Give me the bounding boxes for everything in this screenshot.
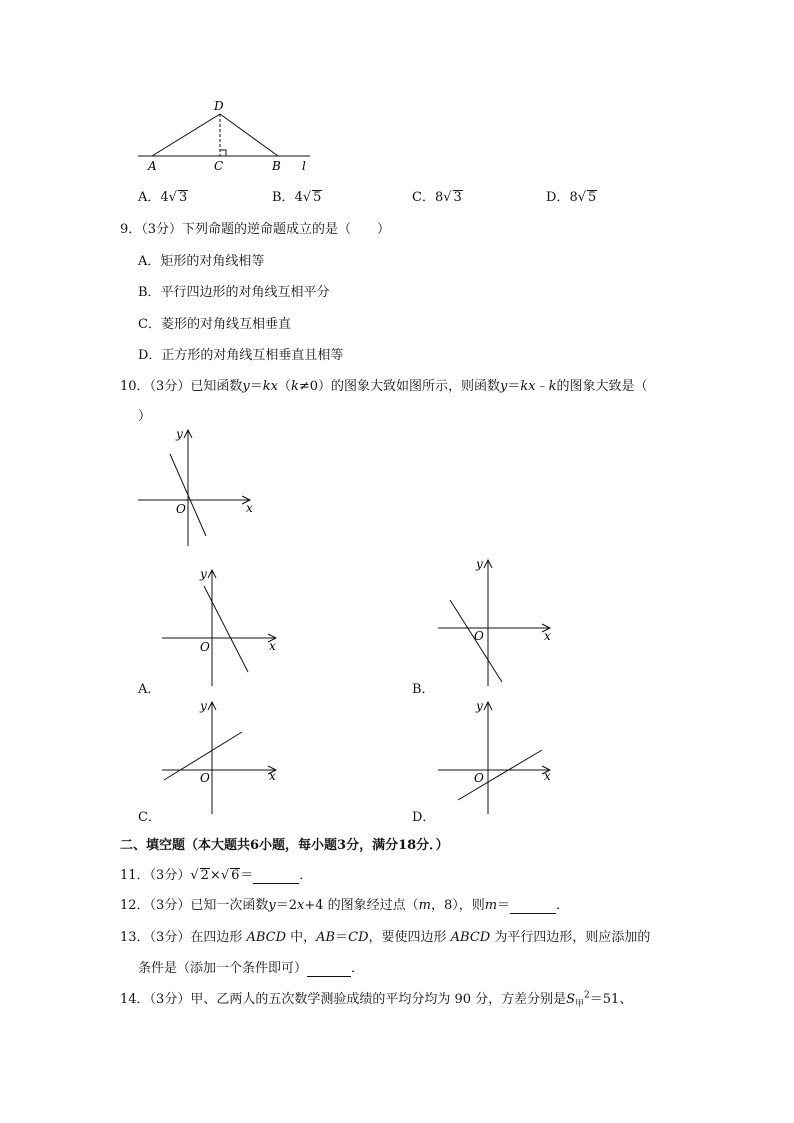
sqrt-sign: √	[302, 190, 312, 205]
graph-line	[458, 750, 542, 800]
q10-option-d-graph	[432, 696, 562, 816]
q10-stem: 10．（3分）已知函数y＝kx（k≠0）的图象大致如图所示，则函数y＝kx﹣k的图象大致是（	[120, 379, 648, 394]
q9-option-d: D．正方形的对角线互相垂直且相等	[138, 348, 344, 363]
x-axis-label: x	[269, 639, 276, 653]
q9-stem: 9．（3分）下列命题的逆命题成立的是（ ）	[120, 222, 391, 237]
triangle-figure	[130, 96, 340, 178]
x-axis-label: x	[246, 501, 253, 515]
origin-label: O	[200, 640, 210, 654]
point-a-label: A	[148, 159, 157, 173]
y-axis-label: y	[200, 699, 207, 713]
right-angle-mark	[220, 150, 226, 156]
origin-label: O	[200, 771, 210, 785]
x-axis-label: x	[269, 769, 276, 783]
q13-line2: 条件是（添加一个条件即可） ．	[138, 961, 365, 976]
q12: 12．（3分）已知一次函数y＝2x+4 的图象经过点（m，8），则m＝ ．	[120, 898, 570, 913]
origin-label: O	[474, 771, 484, 785]
segment-db	[220, 114, 278, 156]
origin-label: O	[176, 502, 186, 516]
y-axis-label: y	[200, 567, 207, 581]
sqrt-sign: √	[220, 868, 230, 883]
point-c-label: C	[214, 159, 224, 173]
sqrt-sign: √	[168, 190, 177, 205]
q8-option-a: A．4√ 3	[138, 190, 188, 205]
answer-blank[interactable]	[510, 898, 556, 914]
line-l-label: l	[302, 159, 306, 173]
x-axis-label: x	[544, 769, 551, 783]
q10-option-c-label: C．	[138, 810, 161, 825]
q9-option-b: B．平行四边形的对角线互相平分	[138, 285, 330, 300]
answer-blank[interactable]	[253, 868, 299, 884]
graph-line	[204, 586, 248, 672]
y-axis-label: y	[476, 557, 483, 571]
q10-option-b-label: B．	[412, 682, 435, 697]
origin-label: O	[474, 629, 484, 643]
x-axis-label: x	[544, 629, 551, 643]
q10-option-a-graph	[156, 564, 286, 690]
sqrt-sign: √	[190, 868, 199, 883]
q9-option-a: A．矩形的对角线相等	[138, 254, 265, 269]
q8-option-c: C．8√ 3	[412, 190, 462, 205]
q8-option-d: D．8√ 5	[546, 190, 597, 205]
q10-stem-line2: ）	[138, 409, 152, 424]
sqrt-sign: √	[443, 190, 452, 205]
point-b-label: B	[272, 159, 281, 173]
y-axis-label: y	[476, 699, 483, 713]
q14: 14．（3分）甲、乙两人的五次数学测验成绩的平均分均为 90 分，方差分别是$S_甲^2=51$、	[120, 990, 633, 1010]
sqrt-sign: √	[577, 190, 587, 205]
y-axis-label: y	[176, 427, 183, 441]
segment-da	[152, 114, 220, 156]
q10-option-d-label: D．	[412, 810, 436, 825]
q10-option-a-label: A．	[138, 682, 161, 697]
q8-option-b: B．4√ 5	[272, 190, 322, 205]
q13-line1: 13．（3分）在四边形 ABCD 中，AB＝CD，要使四边形 ABCD 为平行四边形，则应添加的	[120, 930, 651, 945]
q10-reference-graph	[130, 424, 270, 550]
q11: 11．（3分）√ 2×√ 6＝ ．	[120, 868, 313, 883]
answer-blank[interactable]	[307, 961, 351, 977]
point-d-label: D	[214, 99, 224, 113]
q10-option-c-graph	[156, 696, 286, 816]
q10-option-b-graph	[432, 554, 562, 688]
section-title: 二、填空题（本大题共6小题，每小题3分，满分18分．）	[120, 838, 449, 853]
q9-option-c: C．菱形的对角线互相垂直	[138, 317, 291, 332]
